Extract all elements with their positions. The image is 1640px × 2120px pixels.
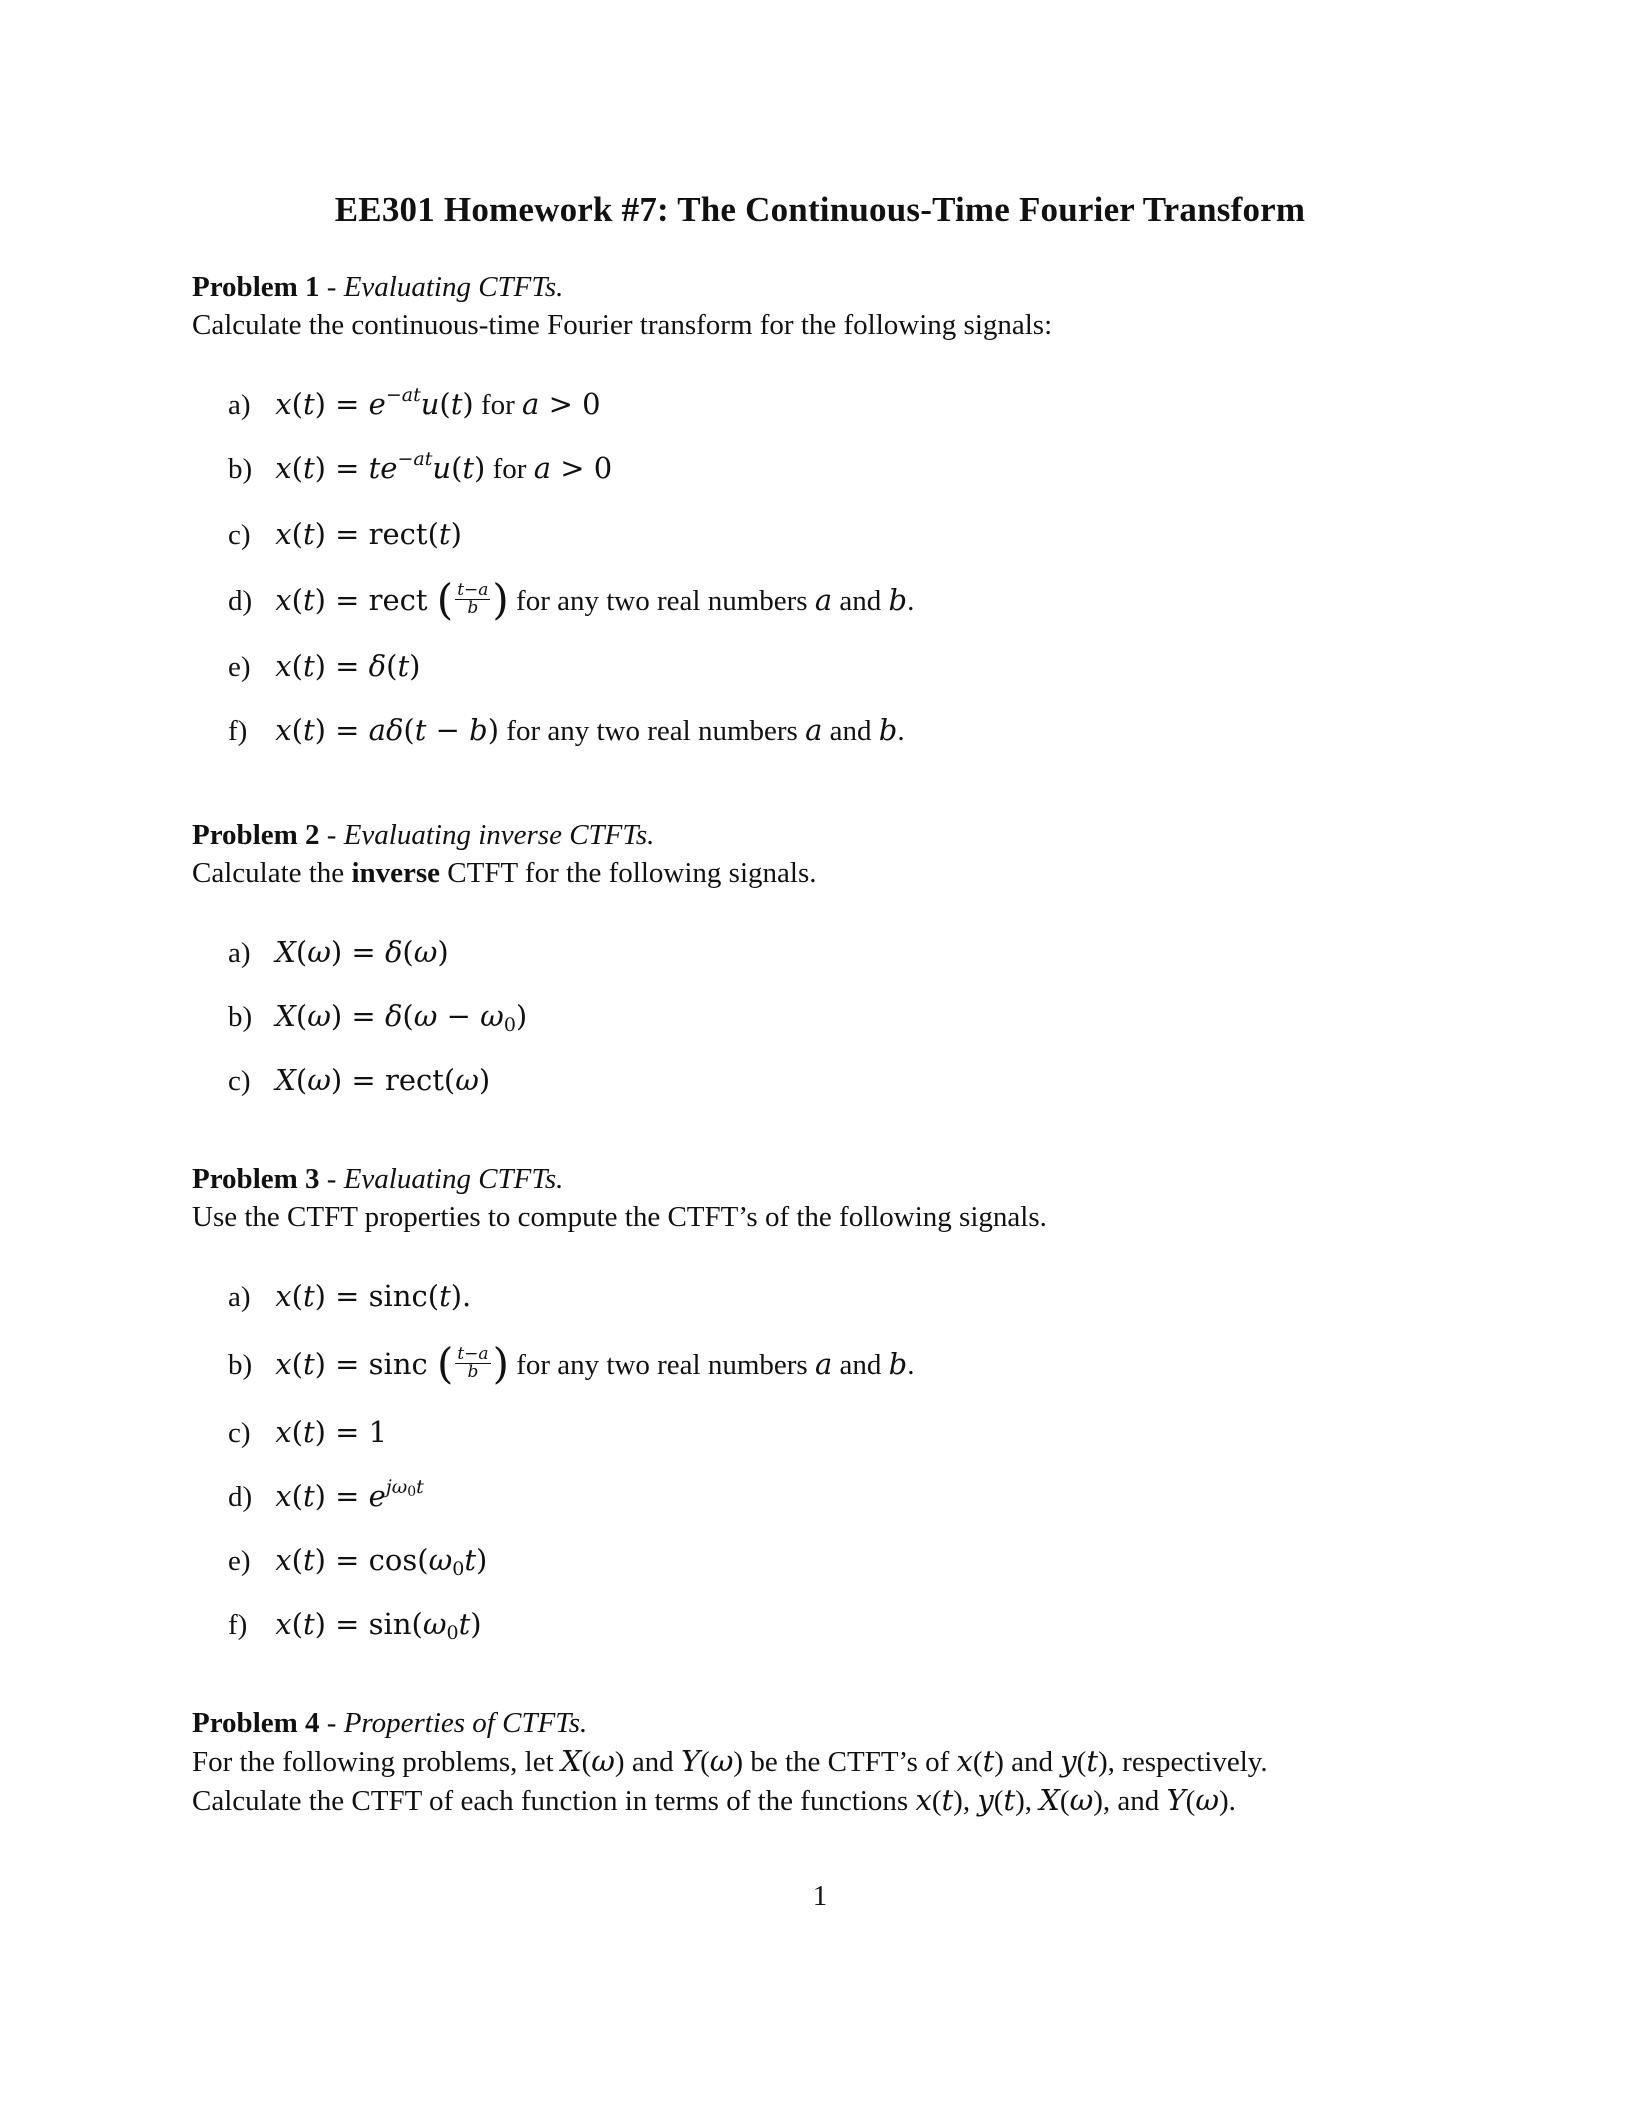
list-item: d) x(t) = rect ( $\frac{t-a}{b}$ ) for any two real numbers a and b.: [228, 575, 915, 624]
item-label: e): [228, 651, 251, 683]
list-item: [228, 1060, 490, 1101]
list-item: [228, 996, 527, 1037]
list-item: [228, 1276, 471, 1317]
conjunction: and: [829, 715, 872, 747]
list-item: [228, 1476, 424, 1517]
condition: a > 0: [533, 451, 613, 485]
problem-heading: [192, 268, 1462, 306]
item-suffix: for any two real numbers: [516, 585, 808, 617]
equation: $x(t) = \cos(\omega_0t)$: [275, 1543, 488, 1580]
list-item: [228, 646, 420, 687]
equation: $x(t) = e^{j\omega_0t}$: [275, 1476, 424, 1513]
problem-number: Problem 1: [192, 271, 320, 303]
heading-separator: -: [319, 271, 344, 303]
problem-2-header: [192, 816, 1462, 892]
fraction: $\frac{t-a}{b}$: [457, 1343, 489, 1382]
equation: X(ω) = δ(ω): [275, 935, 449, 969]
list-item: [228, 1604, 482, 1645]
problem-description-line-1: For the following problems, let X(ω) and Y(ω) be the CTFT’s of x(t) and y(t), respectively.: [192, 1744, 1268, 1778]
list-item: [228, 932, 449, 973]
item-suffix: for any two real numbers: [506, 715, 798, 747]
problem-heading: [192, 816, 1462, 854]
item-suffix: for: [492, 453, 527, 485]
function-name: cos: [368, 1543, 418, 1577]
fraction: $\frac{t-a}{b}$: [457, 579, 489, 618]
problem-1-header: [192, 268, 1462, 344]
problem-description: Calculate the continuous-time Fourier transform for the following signals:: [192, 309, 1053, 341]
item-label: c): [228, 1417, 251, 1449]
problem-topic: Evaluating CTFTs.: [343, 271, 564, 303]
problem-heading: [192, 1704, 1462, 1742]
equation: X(ω) = rect(ω): [275, 1063, 491, 1097]
function-name: rect: [384, 1063, 444, 1097]
equation: x(t) = sinc(t).: [275, 1279, 472, 1313]
item-suffix: for: [480, 389, 515, 421]
item-label: f): [228, 715, 248, 747]
list-item: [228, 448, 612, 489]
list-item: f) x(t) = aδ(t − b) for any two real numbers a and b.: [228, 710, 905, 751]
problem-description: Calculate the inverse CTFT for the following signals.: [192, 857, 817, 889]
equation: x(t) = rect ( $\frac{t-a}{b}$ ): [275, 575, 509, 624]
problem-topic: Evaluating inverse CTFTs.: [343, 819, 655, 851]
problem-3-header: [192, 1160, 1462, 1236]
list-item: [228, 1540, 487, 1581]
item-label: d): [228, 585, 253, 617]
item-label: b): [228, 1001, 253, 1033]
equation: $X(\omega) = \delta(\omega - \omega_0)$: [275, 999, 528, 1036]
heading-separator: -: [319, 1163, 344, 1195]
item-label: c): [228, 519, 251, 551]
problem-number: Problem 4: [192, 1707, 320, 1739]
item-suffix: for any two real numbers: [516, 1349, 808, 1381]
item-label: e): [228, 1545, 251, 1577]
problem-topic: Properties of CTFTs.: [343, 1707, 588, 1739]
function-name: sin: [368, 1607, 412, 1641]
emphasis: inverse: [351, 857, 441, 889]
equation: $x(t) = te^{-at}u(t)$: [275, 448, 486, 485]
item-label: d): [228, 1481, 253, 1513]
function-name: sinc: [368, 1347, 428, 1381]
problem-number: Problem 3: [192, 1163, 320, 1195]
equation: x(t) = 1: [275, 1415, 388, 1449]
list-item: [228, 384, 601, 425]
item-label: c): [228, 1065, 251, 1097]
conjunction: and: [839, 1349, 882, 1381]
equation: x(t) = aδ(t − b): [275, 713, 500, 747]
equation: x(t) = δ(t): [275, 649, 421, 683]
problem-description: Use the CTFT properties to compute the CTFT’s of the following signals.: [192, 1201, 1047, 1233]
page-number: 1: [812, 1880, 828, 1912]
item-label: b): [228, 1349, 253, 1381]
function-name: rect: [368, 583, 428, 617]
problem-topic: Evaluating CTFTs.: [343, 1163, 564, 1195]
heading-separator: -: [319, 819, 344, 851]
problem-number: Problem 2: [192, 819, 320, 851]
item-label: a): [228, 1281, 251, 1313]
heading-separator: -: [319, 1707, 344, 1739]
equation: $x(t) = \sin(\omega_0t)$: [275, 1607, 482, 1644]
item-label: f): [228, 1609, 248, 1641]
equation: $x(t) = e^{-at}u(t)$: [275, 384, 474, 421]
problem-heading: [192, 1160, 1462, 1198]
function-name: rect: [368, 517, 428, 551]
document-title: EE301 Homework #7: The Continuous-Time Fourier Transform: [334, 190, 1306, 229]
equation: x(t) = sinc ( $\frac{t-a}{b}$ ): [275, 1339, 509, 1388]
list-item: [228, 1412, 387, 1453]
item-label: a): [228, 389, 251, 421]
condition: a > 0: [522, 387, 601, 421]
list-item: [228, 514, 462, 555]
equation: x(t) = rect(t): [275, 517, 462, 551]
item-label: b): [228, 453, 253, 485]
problem-4-header: [192, 1704, 1462, 1820]
function-name: sinc: [368, 1279, 428, 1313]
problem-description-line-2: Calculate the CTFT of each function in terms of the functions x(t), y(t), X(ω), and Y(ω).: [192, 1783, 1236, 1817]
list-item: b) x(t) = sinc ( $\frac{t-a}{b}$ ) for any two real numbers a and b.: [228, 1339, 915, 1388]
conjunction: and: [839, 585, 882, 617]
item-label: a): [228, 937, 251, 969]
